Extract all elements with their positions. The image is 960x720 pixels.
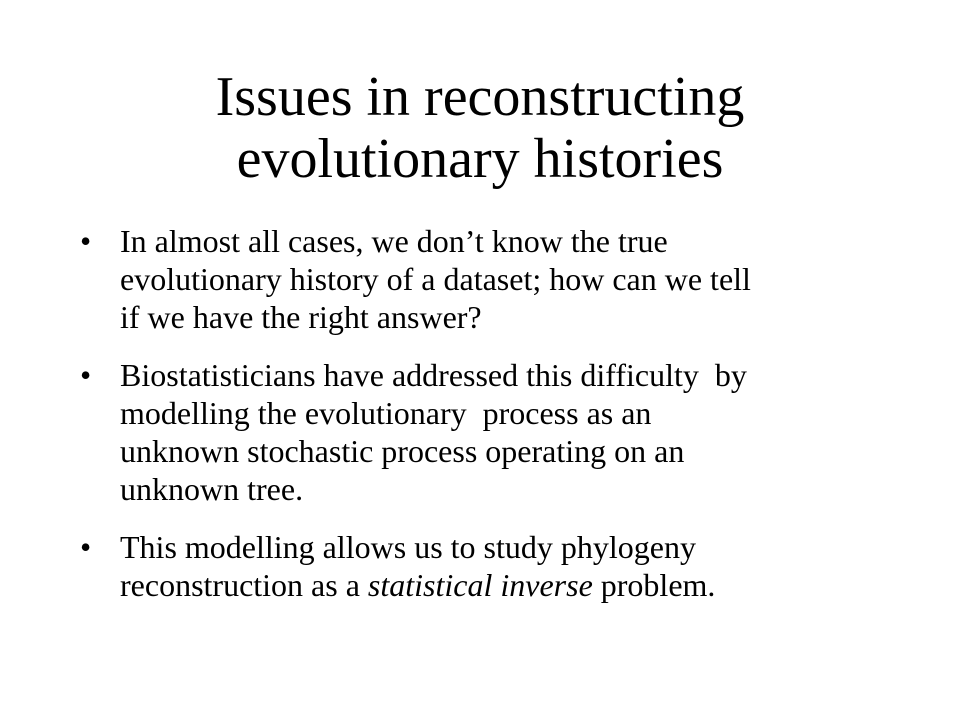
- bullet-2-line-3: unknown stochastic process operating on an: [120, 433, 685, 469]
- bullet-1-line-2: evolutionary history of a dataset; how can we tell: [120, 261, 751, 297]
- statistical-inverse-emphasis: statistical inverse: [367, 567, 593, 603]
- bullet-marker: •: [80, 529, 92, 565]
- bullet-marker: •: [80, 357, 92, 393]
- bullet-1-line-1: In almost all cases, we don’t know the true: [120, 223, 668, 259]
- bullet-3-line-2-start: reconstruction as a: [120, 567, 368, 603]
- bullet-marker: •: [80, 223, 92, 259]
- bullet-3-line-2-end: problem.: [592, 567, 716, 603]
- bullet-3-line-2: [120, 566, 880, 604]
- bullet-3-line-1: This modelling allows us to study phylogeny: [120, 529, 696, 565]
- slide-title-line-2: evolutionary histories: [236, 128, 724, 190]
- bullet-2-line-2: modelling the evolutionary process as an: [120, 395, 652, 431]
- bullet-2-line-4: unknown tree.: [120, 471, 304, 507]
- bullet-item-modelling: [72, 528, 880, 604]
- slide-title: [80, 66, 880, 190]
- bullet-list: [72, 222, 880, 604]
- bullet-1-line-3: if we have the right answer?: [120, 299, 482, 335]
- bullet-item-unknown-history: [72, 222, 880, 336]
- slide-title-line-1: Issues in reconstructing: [215, 66, 745, 128]
- bullet-item-biostatisticians: [72, 356, 880, 508]
- bullet-2-line-1: Biostatisticians have addressed this difficulty by: [120, 357, 747, 393]
